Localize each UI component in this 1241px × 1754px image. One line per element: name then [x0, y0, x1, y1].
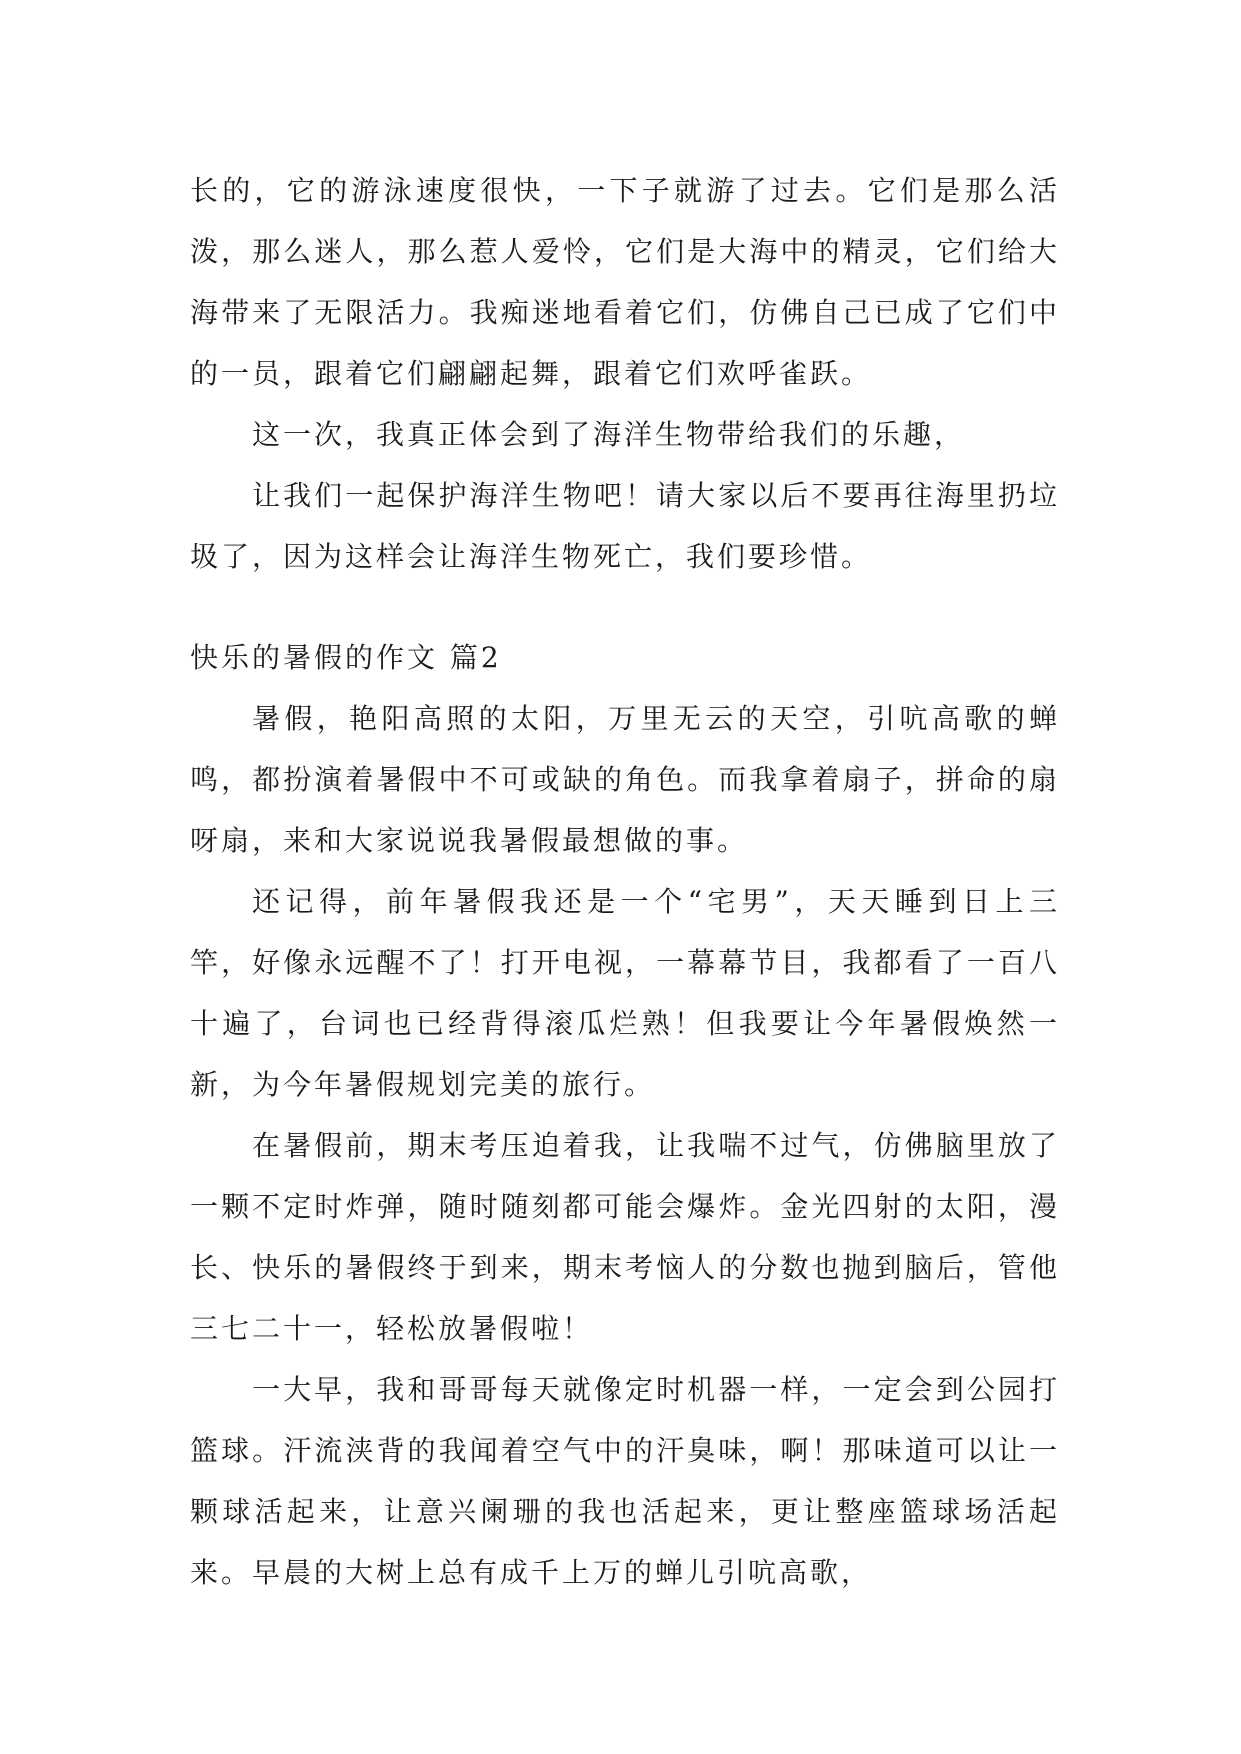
- paragraph: 让我们一起保护海洋生物吧！请大家以后不要再往海里扔垃圾了，因为这样会让海洋生物死亡，我们要珍惜。: [190, 479, 1060, 573]
- paragraph: 长的，它的游泳速度很快，一下子就游了过去。它们是那么活泼，那么迷人，那么惹人爱怜，它们是大海中的精灵，它们给大海带来了无限活力。我痴迷地看着它们，仿佛自己已成了它们中的一员，跟着它们翩翩起舞，跟着它们欢呼雀跃。: [190, 174, 1060, 390]
- paragraph: 这一次，我真正体会到了海洋生物带给我们的乐趣，: [252, 418, 966, 451]
- document-page: [190, 160, 1060, 1603]
- paragraph: 在暑假前，期末考压迫着我，让我喘不过气，仿佛脑里放了一颗不定时炸弹，随时随刻都可能会爆炸。金光四射的太阳，漫长、快乐的暑假终于到来，期末考恼人的分数也抛到脑后，管他三七二十一，轻松放暑假啦！: [190, 1129, 1060, 1345]
- section-title: 快乐的暑假的作文 篇2: [190, 641, 502, 674]
- paragraph: 还记得，前年暑假我还是一个“宅男”，天天睡到日上三竿，好像永远醒不了！打开电视，一幕幕节目，我都看了一百八十遍了，台词也已经背得滚瓜烂熟！但我要让今年暑假焕然一新，为今年暑假规划完美的旅行。: [190, 885, 1060, 1101]
- paragraph: 一大早，我和哥哥每天就像定时机器一样，一定会到公园打篮球。汗流浃背的我闻着空气中的汗臭味，啊！那味道可以让一颗球活起来，让意兴阑珊的我也活起来，更让整座篮球场活起来。早晨的大树上总有成千上万的蝉儿引吭高歌，: [190, 1373, 1060, 1589]
- paragraph: 暑假，艳阳高照的太阳，万里无云的天空，引吭高歌的蝉鸣，都扮演着暑假中不可或缺的角色。而我拿着扇子，拼命的扇呀扇，来和大家说说我暑假最想做的事。: [190, 702, 1060, 857]
